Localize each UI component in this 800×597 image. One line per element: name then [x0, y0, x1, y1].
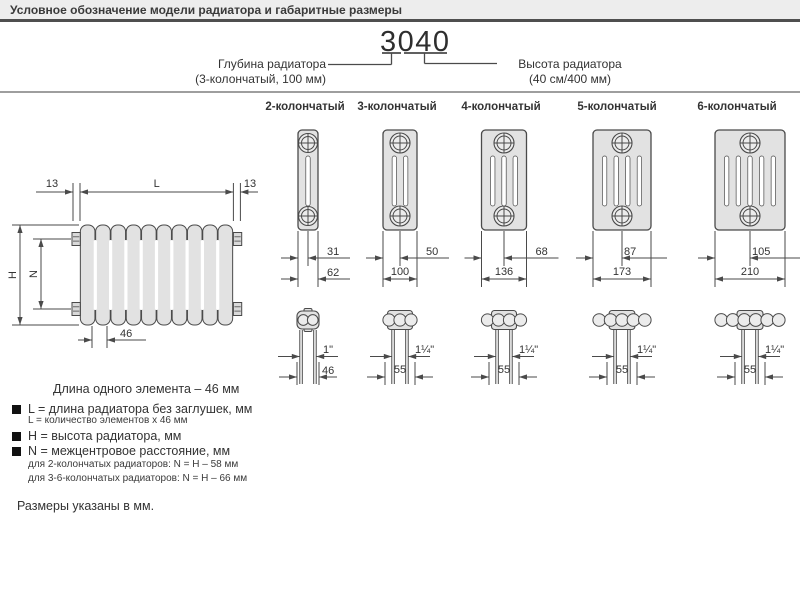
- dim-half-5: 87: [624, 245, 637, 258]
- height-label-line1: Высота радиатора: [518, 57, 622, 71]
- note-n: [12, 444, 230, 458]
- depth-label-line2: (3-колончатый, 100 мм): [195, 72, 326, 86]
- bullet-square-icon: [12, 432, 21, 441]
- dim-pipe-4: 1¼": [519, 343, 539, 356]
- note-n-sub1: для 2-колончатых радиаторов: N = H – 58 мм: [28, 459, 239, 470]
- dim-half-2: 31: [327, 245, 340, 258]
- note-l-sub: L = количество элементов х 46 мм: [28, 415, 188, 426]
- dim-full-5: 173: [612, 266, 632, 278]
- dim-cap-left: 13: [45, 177, 59, 190]
- dim-center-N: N: [28, 270, 40, 278]
- dim-length-L: L: [153, 178, 160, 190]
- dim-pipe-5: 1¼": [637, 343, 657, 356]
- bullet-square-icon: [12, 447, 21, 456]
- height-label-line2: (40 см/400 мм): [528, 72, 612, 86]
- note-n-sub2: для 3-6-колончатых радиаторов: N = H – 66 мм: [28, 473, 248, 484]
- model-code: 3040: [380, 26, 451, 58]
- dim-height-H: H: [6, 271, 19, 279]
- note-l-text: L = длина радиатора без заглушек, мм: [28, 402, 253, 416]
- dim-spacing-3: 55: [393, 364, 407, 376]
- dim-cap-right: 13: [243, 177, 257, 190]
- bullet-square-icon: [12, 405, 21, 414]
- dim-full-3: 100: [390, 266, 410, 278]
- dim-element-46: 46: [120, 327, 133, 340]
- dim-half-3: 50: [426, 245, 439, 258]
- dim-full-6: 210: [740, 266, 760, 278]
- depth-label-line1: Глубина радиатора: [217, 57, 326, 71]
- dim-full-4: 136: [494, 266, 514, 278]
- note-element-length: Длина одного элемента – 46 мм: [53, 382, 240, 396]
- dim-half-6: 105: [752, 245, 771, 258]
- dim-full-2: 62: [327, 266, 340, 279]
- column-header-4: 4-колончатый: [461, 101, 541, 113]
- dim-pipe-3: 1¼": [415, 343, 435, 356]
- dim-pipe-2: 1": [323, 343, 334, 356]
- column-header-3: 3-колончатый: [357, 101, 437, 113]
- dim-spacing-5: 55: [615, 364, 629, 376]
- column-header-6: 6-колончатый: [697, 101, 777, 113]
- page-title: Условное обозначение модели радиатора и габаритные размеры: [10, 3, 402, 17]
- column-header-5: 5-колончатый: [577, 101, 657, 113]
- dim-spacing-4: 55: [497, 364, 511, 376]
- dim-spacing-2: 46: [322, 364, 335, 377]
- dim-pipe-6: 1¼": [765, 343, 785, 356]
- note-n-text: N = межцентровое расстояние, мм: [28, 444, 231, 458]
- column-header-2: 2-колончатый: [265, 101, 345, 113]
- dim-spacing-6: 55: [743, 364, 757, 376]
- note-h: [12, 429, 181, 443]
- note-l: [12, 402, 252, 416]
- dim-half-4: 68: [535, 245, 548, 258]
- note-h-text: H = высота радиатора, мм: [28, 429, 182, 443]
- note-footer: Размеры указаны в мм.: [17, 499, 155, 513]
